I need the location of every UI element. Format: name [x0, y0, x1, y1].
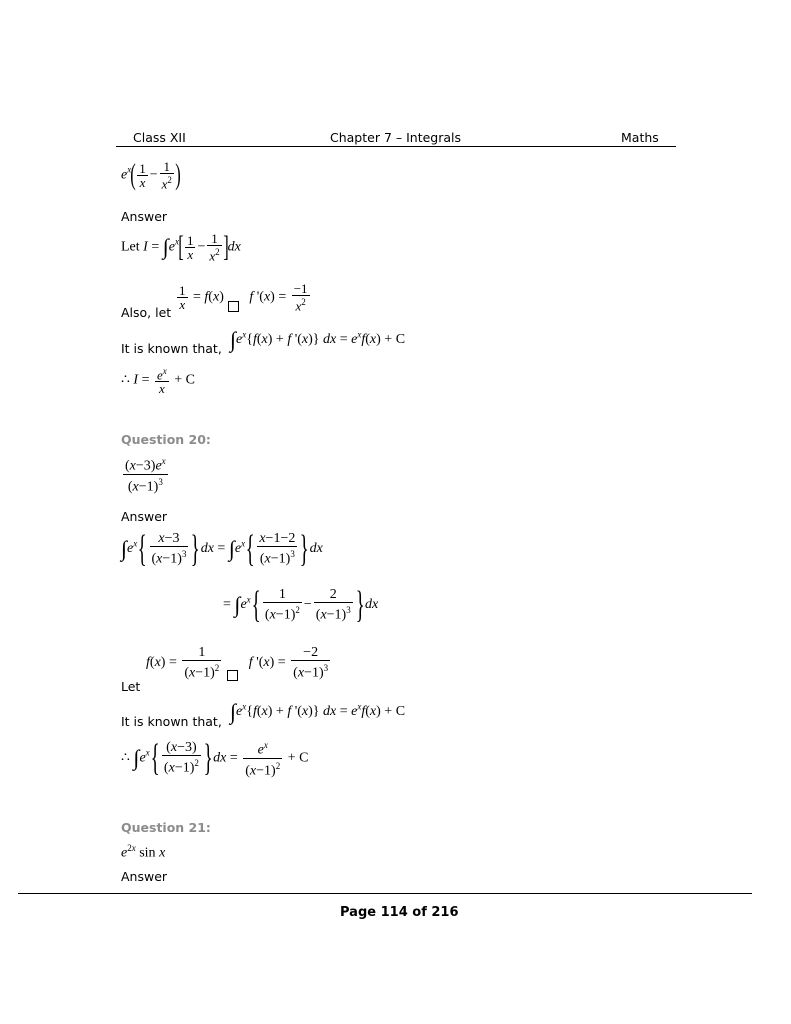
placeholder-box-icon [228, 301, 239, 312]
q19-known-formula: $\int e^x\{f(x) + f$ '(x)} dx = $e^xf(x) + C$ [230, 327, 406, 352]
header-chapter: Chapter 7 – Integrals [330, 130, 462, 145]
q21-problem: $e^{2x}$ sin x [121, 843, 166, 861]
q19-result: ∴ I = $\frac{e^x}{x}$ + C [121, 366, 196, 397]
q19-let-I: Let $I = \int e^x$[ $\frac{1}{x}$ − $\frac{1}{x^2}$ ]dx [121, 230, 241, 264]
q19-problem: $e^x$( $\frac{1}{x}$ − $\frac{1}{x^2}$ ) [121, 158, 181, 192]
q20-substitution: f(x) = $\frac{1}{(x-1)^2}$ f '(x) = $\frac{-2}{(x-1)^3}$ [146, 645, 329, 681]
q20-step1: $\int e^x${ $\frac{x-3}{(x-1)^3}$ }$dx = \int e^x${ $\frac{x-1-2}{(x-1)^3}$ }dx [121, 528, 323, 570]
placeholder-box-icon [227, 670, 238, 681]
q19-known-label: It is known that, [121, 341, 222, 356]
q20-answer-label: Answer [121, 509, 168, 524]
q20-let-label: Let [121, 679, 141, 694]
q20-problem: $\frac{(x-3)e^x}{(x-1)^3}$ [125, 456, 166, 495]
q20-step2: = $\int e^x${ $\frac{1}{(x-1)^2}$ − $\frac{2}{(x-1)^3}$ }dx [223, 584, 379, 626]
q20-result: ∴ $\int e^x${ $\frac{(x-3)}{(x-1)^2}$ }dx = $\frac{e^x}{(x-1)^2}$ + C [121, 737, 309, 780]
header-class: Class XII [133, 130, 186, 145]
q21-answer-label: Answer [121, 869, 168, 884]
q19-substitution: $\frac{1}{x}$ = f(x) f '(x) = $\frac{-1}{x^2}$ [179, 281, 308, 314]
q20-known-label: It is known that, [121, 714, 222, 729]
q21-heading: Question 21: [121, 820, 211, 835]
footer-rule [18, 893, 752, 894]
q19-also-let-label: Also, let [121, 305, 172, 320]
header-subject: Maths [621, 130, 659, 145]
q20-known-formula: $\int e^x\{f(x) + f$ '(x)} dx = $e^xf(x) + C$ [230, 699, 406, 724]
header-rule [116, 146, 676, 147]
q19-answer-label: Answer [121, 209, 168, 224]
page-number: Page 114 of 216 [340, 905, 459, 920]
q20-heading: Question 20: [121, 432, 211, 447]
